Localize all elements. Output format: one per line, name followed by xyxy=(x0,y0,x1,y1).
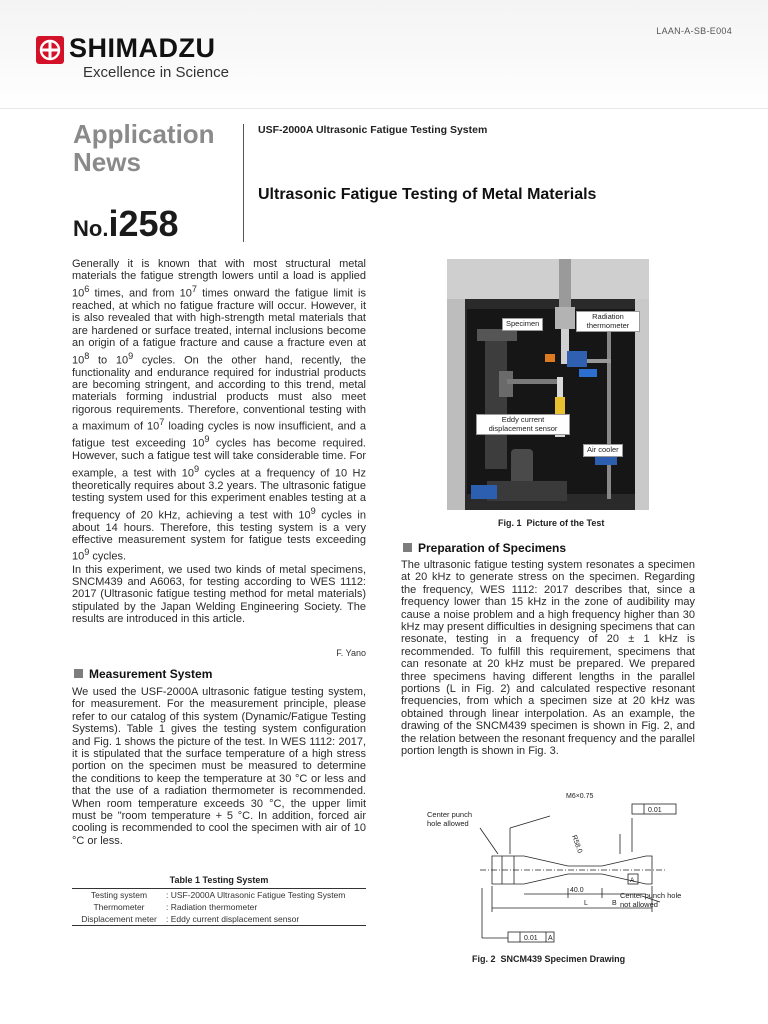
fig1-label-eddy-sensor: Eddy current displacement sensor xyxy=(476,414,570,435)
fig2-length-40: 40.0 xyxy=(570,887,584,894)
fig1-caption-text: Picture of the Test xyxy=(526,518,605,528)
fig1-caption-number: Fig. 1 xyxy=(498,518,522,528)
fig2-runout-datum: A xyxy=(548,935,553,942)
testing-system-table xyxy=(72,888,366,926)
fig2-caption xyxy=(472,954,625,964)
fig2-caption-text: SNCM439 Specimen Drawing xyxy=(500,954,626,964)
issue-number xyxy=(73,203,179,245)
preparation-paragraph xyxy=(401,559,695,758)
document-code: LAAN-A-SB-E004 xyxy=(656,26,732,36)
fig1-test-photo xyxy=(447,259,649,510)
article-title: Ultrasonic Fatigue Testing of Metal Materials xyxy=(258,186,597,203)
product-series: USF-2000A Ultrasonic Fatigue Testing System xyxy=(258,124,488,136)
fig2-datum-a: A xyxy=(630,877,635,884)
application-news-heading xyxy=(73,120,215,176)
table-key: Thermometer xyxy=(93,902,145,912)
fig2-dim-b: B xyxy=(612,900,617,907)
preparation-heading-text: Preparation of Specimens xyxy=(418,541,567,555)
fig2-thread-label: M6×0.75 xyxy=(566,793,594,800)
brand-tagline: Excellence in Science xyxy=(83,64,229,81)
measurement-system-heading xyxy=(74,667,212,681)
fig2-flatness-value: 0.01 xyxy=(648,807,662,814)
measurement-system-text: We used the USF-2000A ultrasonic fatigue testing system, for measurement. For the measurement principle, please refer to our catalog of this system (Dynamic/Fatigue Testing Systems). Table 1 gives the testing system configuration and Fig. 1 shows the picture of the test. In WES 1112: 2017, it is stipulated that the surface temperature of a high stress portion on the specimen must be measured to determine the conditions to keep the temperature at 30 °C or less and that the use of a radiation thermometer is recommended. When room temperature exceeds 30 °C, the upper limit must be "room temperature + 5 °C. In addition, forced air cooling is recommended to cool the specimen with air of 10 °C or less. xyxy=(72,686,366,847)
shimadzu-logo-icon xyxy=(36,36,64,64)
table-row xyxy=(72,913,366,925)
application-news-line2: News xyxy=(73,147,141,177)
table-value: : Eddy current displacement sensor xyxy=(166,914,300,924)
fig2-label-center-punch-allowed: Center punch hole allowed xyxy=(427,810,473,828)
fig2-radius-r58: R58.0 xyxy=(570,834,584,855)
fig1-label-air-cooler: Air cooler xyxy=(583,444,623,457)
table-key: Testing system xyxy=(90,890,148,900)
section-marker-icon xyxy=(74,669,83,678)
fig1-label-radiation-thermometer: Radiation thermometer xyxy=(576,311,640,332)
fig1-label-specimen: Specimen xyxy=(502,318,543,331)
preparation-heading xyxy=(403,541,566,555)
intro-text: Generally it is known that with most structural metal materials the fatigue strength lowers until a load is applied $10^6$ times, and from $10^7$ times onward the fatigue limit is reached, at which no fatigue fracture will occur. However, it is also revealed that with high-strength metal materials that are hardened or surface treated, internal inclusions become an origin of a fatigue fracture and cause a fracture even at $10^8$ to $10^9$ cycles. On the other hand, recently, the functionality and endurance required for industrial products are becoming stringent, and according to this trend, metal materials forming industrial products must also meet rigorous requirements. Therefore, conventional testing with a maximum of $10^7$ loading cycles is now insufficient, and a fatigue test exceeding $10^9$ cycles has become required. However, such a fatigue test will take considerable time. For example, a test with $10^9$ cycles at a frequency of 10 Hz theoretically requires about 3.2 years. The ultrasonic fatigue testing system used for this experiment enables testing at a frequency of 20 kHz, achieving a test with $10^9$ cycles in about 14 hours. Therefore, this testing system is a very effective measurement system for fatigue tests exceeding $10^9$ cycles. xyxy=(72,258,366,564)
application-news-line1: Application xyxy=(73,119,215,149)
brand-name: SHIMADZU xyxy=(69,33,216,63)
preparation-text: The ultrasonic fatigue testing system resonates a specimen at 20 kHz to generate stress on the specimen. Regarding the frequency, WES 1112: 2017 describes that, since a frequency lower than 15 kHz in the zone of audibility may cause a noise problem and a high frequency higher than 30 kHz may present difficulties in designing specimens that can resonate, testing in a frequency of 20 ± 1 kHz is recommended. To fulfill this requirement, specimens that can resonate at 20 kHz must be prepared. We prepared three specimens having different lengths in the parallel portions (L in Fig. 2) and calculated respective resonant frequencies, from which a specimen size at 20 kHz was obtained through linear interpolation. As an example, the drawing of the SNCM439 specimen is shown in Fig. 2, and the relation between the resonant frequency and the parallel portion length is shown in Fig. 3. xyxy=(401,559,695,758)
fig2-label-center-punch-not-allowed: Center punch hole not allowed xyxy=(620,891,682,909)
author: F. Yano xyxy=(336,648,366,658)
intro-text-2: In this experiment, we used two kinds of metal specimens, SNCM439 and A6063, for testing according to WES 1112: 2017 (Ultrasonic fatigue testing method for metal materials) stipulated by the Japan Welding Engineering Society. The results are introduced in this article. xyxy=(72,563,366,626)
table-row xyxy=(72,901,366,913)
intro-paragraph xyxy=(72,258,366,626)
issue-number-label: No. xyxy=(73,216,109,241)
issue-number-value: i258 xyxy=(108,203,179,244)
table-value: : USF-2000A Ultrasonic Fatigue Testing System xyxy=(166,890,346,900)
test-apparatus-illustration xyxy=(447,259,649,510)
fig1-caption xyxy=(498,518,604,528)
table-row xyxy=(72,889,366,901)
fig2-dim-l: L xyxy=(584,900,588,907)
section-marker-icon xyxy=(403,543,412,552)
fig2-runout-value: 0.01 xyxy=(524,935,538,942)
table-value: : Radiation thermometer xyxy=(166,902,258,912)
table-key: Displacement meter xyxy=(81,914,157,924)
header-divider xyxy=(243,124,244,242)
fig2-caption-number: Fig. 2 xyxy=(472,954,496,964)
table-1-caption: Table 1 Testing System xyxy=(169,875,269,885)
measurement-system-heading-text: Measurement System xyxy=(89,667,213,681)
measurement-system-paragraph xyxy=(72,686,366,847)
